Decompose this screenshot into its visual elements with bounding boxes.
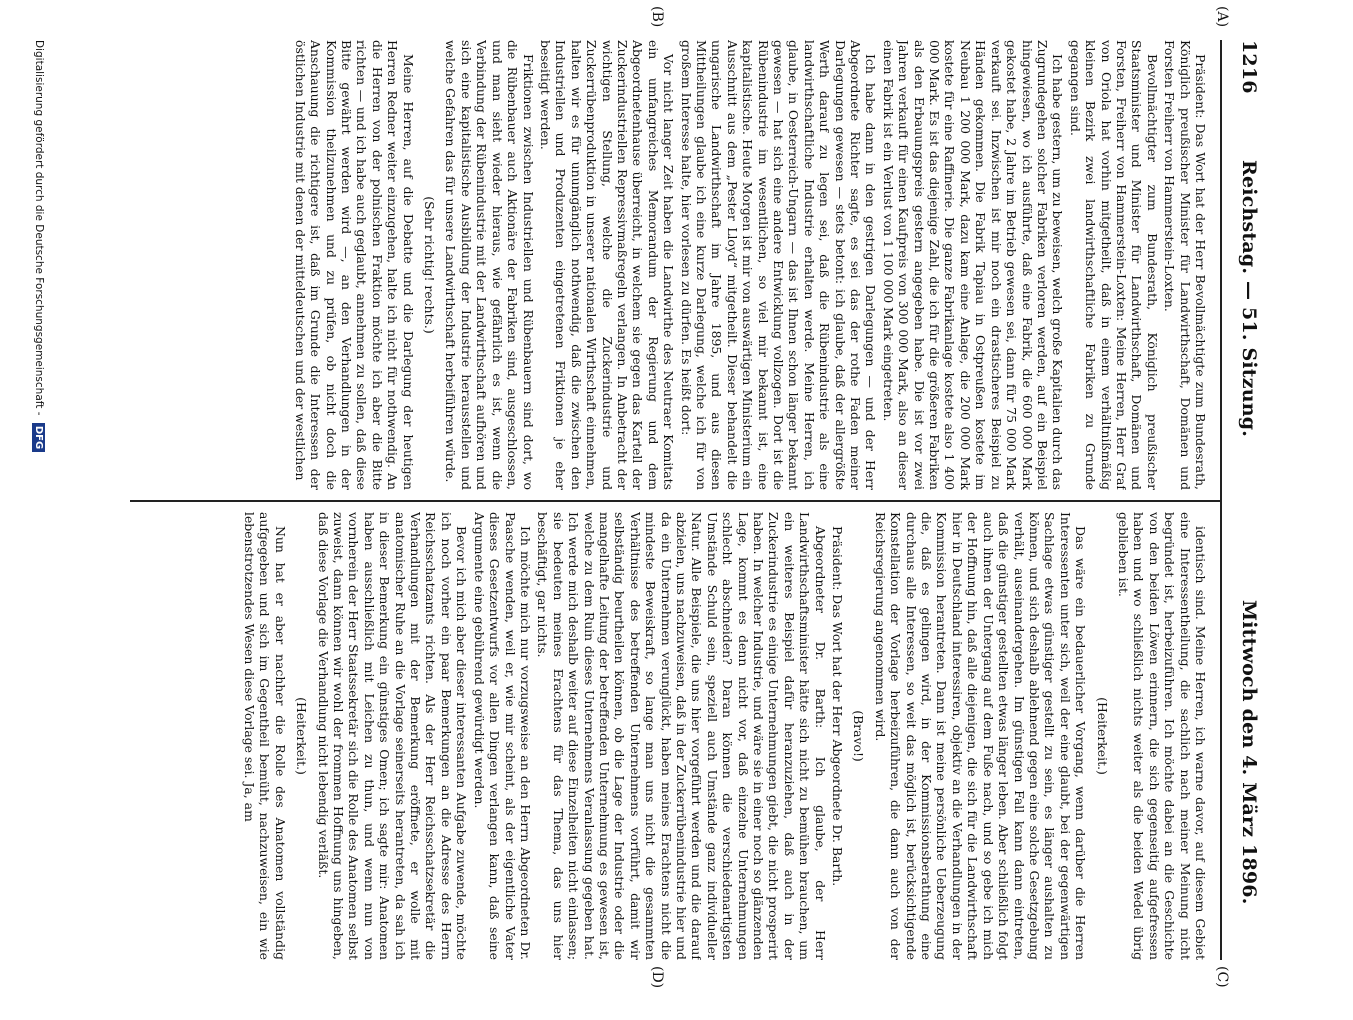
paragraph: Bevor ich mich aber dieser interessanten Aufgabe zuwende, möchte ich noch vorher ein paar Bemerkungen an die Adresse des Herrn Reichsschatzamts richten. Als der Herr Reichsschatzsekretär die Verhandlungen mit der Bemerkung eröffnete, er wolle mit anatomischer Ruhe an die Vorlage seinerseits herantreten, da sah ich in dieser Bemerkung ein günstiges Omen; ich sagte mir: Anatomen haben ausschließlich mit Leichen zu thun, und wenn nun von vornherein der Herr Staatssekretär sich die Rolle des Anatomen selbst zuweist, dann können wir wohl der frommen Hoffnung uns hingeben, daß diese Vorlage die Verhandlung nicht lebendig verläßt. bbox=[315, 512, 470, 960]
left-text-column bbox=[148, 40, 1208, 490]
interjection: (Sehr richtig! rechts.) bbox=[422, 196, 438, 334]
interjection: (Heiterkeit.) bbox=[294, 697, 310, 775]
credit-text: Digitalisierung gefördert durch die Deutsche Forschungsgemeinschaft - bbox=[33, 40, 45, 416]
margin-marker-a: (A) bbox=[1214, 6, 1230, 28]
header-rule bbox=[1220, 40, 1222, 960]
page-header bbox=[1220, 40, 1260, 960]
paragraph: Präsident: Das Wort hat der Herr Abgeordnete Dr. Barth. bbox=[830, 526, 846, 887]
paragraph: Ich möchte mich nur vorzugsweise an den Herrn Abgeordneten Dr. Paasche wenden, weil er, wie mir scheint, als der eigentliche Vater dieses Gesetzentwurfs vor allen Dingen verlangen kann, daß seine Argumente eine gebührend gewürdigt werden. bbox=[471, 512, 533, 960]
interjection: (Bravo!) bbox=[851, 710, 867, 762]
session-date: Mittwoch den 4. März 1896. bbox=[1238, 600, 1260, 905]
quoted-paragraph: Vor nicht langer Zeit haben die Landwirthe des Neutraer Komitats ein umfangreiches Memorandum der Regierung und dem Abgeordnetenhause überreicht, in welchem sie gegen das Kartell der Zuckerindustriellen Repressivmaßregeln verlangen. In Anbetracht der wichtigen Stellung, welche die Zuckerindustrie und Zuckerrübenproduktion in unserer nationalen Wirthschaft einnehmen, halten wir es für unumgänglich nothwendig, daß die zwischen den Industriellen und Produzenten eingetretenen Friktionen je eher beseitigt werden. bbox=[537, 40, 677, 490]
margin-marker-c: (C) bbox=[1214, 966, 1230, 988]
paragraph: Bevollmächtigter zum Bundesrath, Königlich preußischer Staatsminister und Minister für Landwirthschaft, Domänen und Forsten, Freiherr von Hammerstein-Loxten: Meine Herren, Herr Graf von Oriola hat vorhin mitgetheilt, daß in einem verhältnißmäßig kleinen Bezirk zwei landwirthschaftliche Fabriken zu Grunde gegangen sind. bbox=[1067, 40, 1160, 490]
paragraph: Nun hat er aber nachher die Rolle des Anatomen vollständig aufgegeben und sich im Gegentheil bemüht, nachzuweisen, ein wie lebenstrotzendes Wesen diese Vorlage sei. Ja, am bbox=[242, 512, 288, 960]
margin-marker-b: (B) bbox=[649, 6, 665, 28]
right-text-column bbox=[148, 512, 1208, 960]
paragraph: Abgeordneter Dr. Barth: Ich glaube, der Herr Landwirthschaftsminister hätte sich nicht zu bemühen brauchen, um ein weiteres Beispiel dafür heranzuziehen, daß auch in der Zuckerindustrie es einige Unternehmungen giebt, die nicht prosperirt haben. In welcher Industrie, und wäre sie in einer noch so glänzenden Lage, kommt es denn nicht vor, daß einzelne Unternehmungen schlecht abschneiden? Daran können die verschiedenartigsten Umstände Schuld sein, speziell auch Umstände ganz individueller Natur. Alle Beispiele, die uns hier vorgeführt werden und die darauf abzielen, uns nachzuweisen, daß in der Zuckerrübenindustrie hier und da ein Unternehmen verunglückt, haben meines Erachtens nicht die mindeste Beweiskraft, so lange man uns nicht die gesammten Verhältnisse des betreffenden Unternehmens vorführt, damit wir selbständig beurtheilen können, ob die Lage der Industrie oder die mangelhafte Leitung der betreffenden Unternehmung es gewesen ist, welche zu dem Ruin dieses Unternehmens Veranlassung gegeben hat. Ich werde mich deshalb weiter auf diese Einzelheiten nicht einlassen; sie bedeuten meines Erachtens für das Thema, das uns hier beschäftigt, gar nichts. bbox=[535, 512, 828, 960]
dfg-logo: DFG bbox=[32, 423, 45, 452]
session-title: Reichstag. — 51. Sitzung. bbox=[1238, 160, 1260, 438]
page-number: 1216 bbox=[1238, 40, 1260, 94]
margin-marker-d: (D) bbox=[649, 966, 665, 989]
paragraph: Friktionen zwischen Industriellen und Rübenbauern sind dort, wo die Rübenbauer auch Aktionäre der Fabriken sind, ausgeschlossen, und man sieht wieder hieraus, wie gefährlich es ist, wenn die Verbindung der Rübenindustrie mit der Landwirthschaft aufhören und sich eine kapitalistische Ausbildung der Industrie herausstellen und welche Gefahren das für unsere Landwirthschaft herbeiführen würde. bbox=[443, 40, 536, 490]
interjection: (Heiterkeit.) bbox=[1094, 697, 1110, 775]
paragraph: Präsident: Das Wort hat der Herr Bevollmächtigte zum Bundesrath, Königlich preußischer Minister für Landwirthschaft, Domänen und Forsten Freiherr von Hammerstein-Loxten. bbox=[1162, 40, 1208, 490]
column-divider bbox=[130, 500, 1220, 502]
paragraph: Meine Herren, auf die Debatte und die Darlegung der heutigen Herren Redner weiter einzugehen, halte ich nicht für nothwendig. An die Herren von der polnischen Fraktion möchte ich aber die Bitte richten — und ich habe auch geglaubt, annehmen zu sollen, daß diese Bitte gewährt werden wird —, an den Verhandlungen in der Kommission theilzunehmen und zu prüfen, ob nicht doch die Anschauung die richtigere ist, daß im Grunde die Interessen der östlichen Industrie mit denen der mitteldeutschen und der westlichen bbox=[292, 40, 416, 490]
rotated-document-page bbox=[10, 0, 1290, 1000]
digitization-credit bbox=[32, 40, 45, 1020]
paragraph: Ich habe gestern, um zu beweisen, welch große Kapitalien durch das Zugrundegehen solcher Fabriken verloren werden, auf ein Beispiel hingewiesen, wo ich ausführte, daß eine Fabrik, die 600 000 Mark gekostet habe, 2 Jahre im Betrieb gewesen sei, dann für 75 000 Mark verkauft sei. Inzwischen ist mir noch ein drastischeres Beispiel zu Händen gekommen. Die Fabrik Tapiau in Ostpreußen kostete im Neubau 1 200 000 Mark, dazu kam eine Anlage, die 200 000 Mark kostete für eine Raffinerie. Die ganze Fabrikanlage kostete also 1 400 000 Mark. Es ist das diejenige Zahl, die ich für die größeren Fabriken als den Erbauungspreis gestern angegeben habe. Die ist vor zwei Jahren verkauft für einen Kaufpreis von 300 000 Mark, also an dieser einen Fabrik ist ein Verlust von 1 100 000 Mark eingetreten. bbox=[880, 40, 1066, 490]
paragraph: Das wäre ein bedauerlicher Vorgang, wenn darüber die Herren Interessenten unter sich, weil der eine glaubt, bei der gegenwärtigen Sachlage etwas günstiger gestellt zu sein, es länger aushalten zu können, und sich deshalb ablehnend gegen eine solche Gesetzgebung verhält, auseinandergehen. Im günstigen Fall kann dann eintreten, daß die günstiger gestellten etwas länger leben. Aber schließlich folgt auch ihnen der Untergang auf dem Fuße nach, und so gebe ich mich der Hoffnung hin, daß alle diejenigen, die sich für die Landwirthschaft hier in Deutschland interessiren, objektiv an die Verhandlungen in der Kommission herantreten. Dann ist meine persönliche Ueberzeugung die, daß es gelingen wird, in der Kommissionsberathung eine durchaus alle Interessen, so weit das möglich ist, berücksichtigende Konstellation der Vorlage herbeizuführen, die dann auch von der Reichsregierung angenommen wird. bbox=[872, 512, 1089, 960]
paragraph: Ich habe dann in den gestrigen Darlegungen — und der Herr Abgeordnete Richter sagte, es sei das der rothe Faden meiner Darlegungen gewesen — stets betont: ich glaube, daß der allergrößte Werth darauf zu legen sei, daß die Rübenindustrie als eine landwirthschaftliche Industrie erhalten werde. Meine Herren, ich glaube, in Oesterreich-Ungarn — das ist Ihnen schon länger bekannt gewesen — hat sich eine andere Entwicklung vollzogen. Dort ist die Rübenindustrie im wesentlichen, so viel mir bekannt ist, eine kapitalistische. Heute Morgen ist mir von auswärtigen Ministerium ein Ausschnitt aus dem „Pester Lloyd“ mitgetheilt. Dieser behandelt die ungarische Landwirthschaft im Jahre 1895, und aus diesen Mittheilungen glaube ich eine kurze Darlegung, welche ich für von großem Interesse halte, hier vorlesen zu dürfen. Es heißt dort: bbox=[678, 40, 879, 490]
paragraph: identisch sind. Meine Herren, ich warne davor, auf diesem Gebiet eine Interessentheilung, die sachlich nach meiner Meinung nicht begründet ist, herbeizuführen. Ich möchte dabei an die Geschichte von den beiden Löwen erinnern, die sich gegenseitig aufgefressen haben und wo schließlich nichts weiter als die beiden Wedel übrig geblieben ist. bbox=[1115, 512, 1208, 960]
